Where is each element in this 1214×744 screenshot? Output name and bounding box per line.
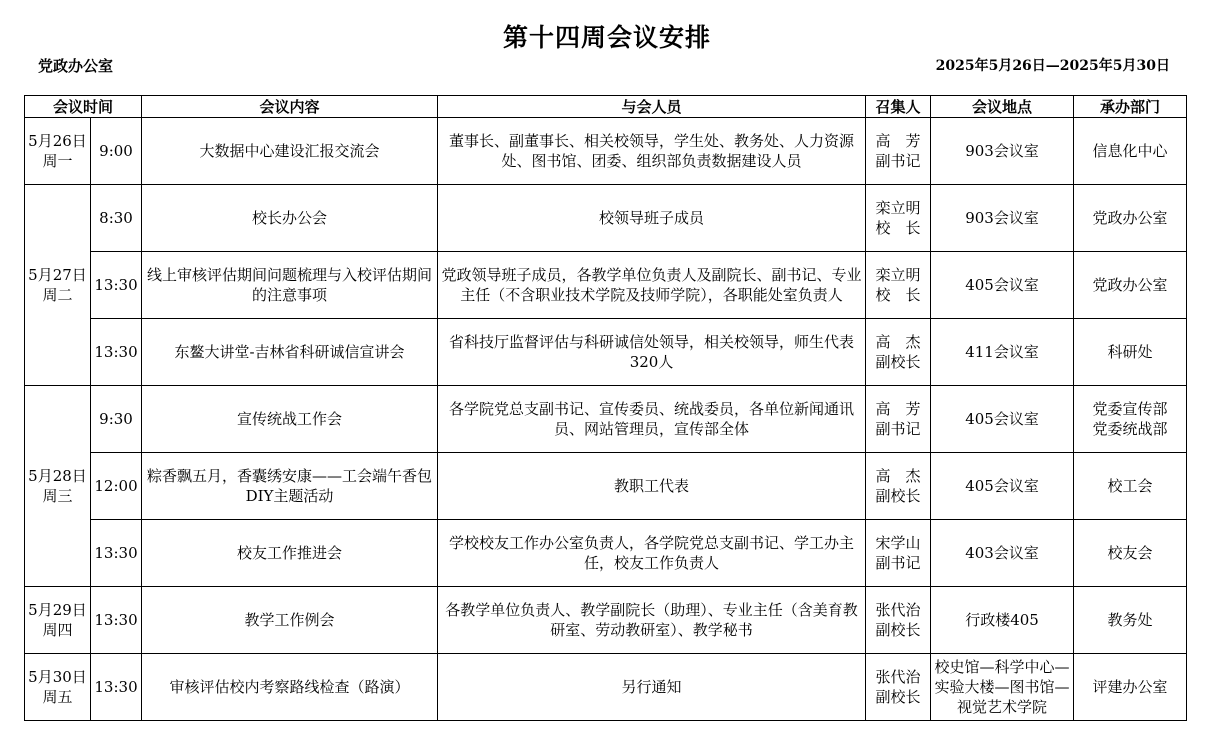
organizer-cell: 党政办公室 bbox=[1074, 185, 1187, 252]
convener-title: 副书记 bbox=[875, 554, 921, 572]
day-cell bbox=[25, 587, 91, 654]
location-cell: 校史馆—科学中心—实验大楼—图书馆—视觉艺术学院 bbox=[931, 654, 1074, 721]
time-cell: 13:30 bbox=[91, 654, 142, 721]
table-row bbox=[25, 118, 1187, 185]
schedule-table bbox=[24, 95, 1187, 721]
time-cell: 9:00 bbox=[91, 118, 142, 185]
convener-name: 高 芳 bbox=[875, 400, 921, 418]
topic-cell: 校长办公会 bbox=[142, 185, 438, 252]
attendees-cell: 董事长、副董事长、相关校领导，学生处、教务处、人力资源处、图书馆、团委、组织部负责数据建设人员 bbox=[438, 118, 866, 185]
convener-title: 副校长 bbox=[875, 487, 921, 505]
convener-title: 校 长 bbox=[875, 219, 921, 237]
convener-cell bbox=[866, 453, 931, 520]
location-cell: 403会议室 bbox=[931, 520, 1074, 587]
convener-title: 副校长 bbox=[875, 688, 921, 706]
time-cell: 12:00 bbox=[91, 453, 142, 520]
convener-name: 张代治 bbox=[875, 601, 921, 619]
convener-name: 高 杰 bbox=[875, 467, 921, 485]
column-header-topic: 会议内容 bbox=[142, 96, 438, 118]
location-cell: 903会议室 bbox=[931, 185, 1074, 252]
convener-cell bbox=[866, 587, 931, 654]
table-row bbox=[25, 319, 1187, 386]
attendees-cell: 省科技厅监督评估与科研诚信处领导，相关校领导，师生代表320人 bbox=[438, 319, 866, 386]
convener-title: 校 长 bbox=[875, 286, 921, 304]
topic-cell: 教学工作例会 bbox=[142, 587, 438, 654]
attendees-cell: 各教学单位负责人、教学副院长（助理）、专业主任（含美育教研室、劳动教研室）、教学秘书 bbox=[438, 587, 866, 654]
organizer-cell: 党政办公室 bbox=[1074, 252, 1187, 319]
table-row bbox=[25, 654, 1187, 721]
time-cell: 13:30 bbox=[91, 587, 142, 654]
organizer-cell: 评建办公室 bbox=[1074, 654, 1187, 721]
convener-name: 栾立明 bbox=[875, 266, 921, 284]
convener-name: 高 杰 bbox=[875, 333, 921, 351]
topic-cell: 宣传统战工作会 bbox=[142, 386, 438, 453]
attendees-cell: 党政领导班子成员，各教学单位负责人及副院长、副书记、专业主任（不含职业技术学院及技师学院），各职能处室负责人 bbox=[438, 252, 866, 319]
attendees-cell: 学校校友工作办公室负责人，各学院党总支副书记、学工办主任，校友工作负责人 bbox=[438, 520, 866, 587]
topic-cell: 审核评估校内考察路线检查（路演） bbox=[142, 654, 438, 721]
day-date: 5月26日 bbox=[28, 132, 87, 150]
convener-cell bbox=[866, 185, 931, 252]
convener-name: 宋学山 bbox=[875, 534, 921, 552]
topic-cell: 东鳌大讲堂-吉林省科研诚信宣讲会 bbox=[142, 319, 438, 386]
column-header-time: 会议时间 bbox=[25, 96, 142, 118]
time-cell: 13:30 bbox=[91, 520, 142, 587]
day-date: 5月29日 bbox=[28, 601, 87, 619]
table-row bbox=[25, 520, 1187, 587]
organizer-cell: 校友会 bbox=[1074, 520, 1187, 587]
location-cell: 411会议室 bbox=[931, 319, 1074, 386]
location-cell: 行政楼405 bbox=[931, 587, 1074, 654]
day-cell bbox=[25, 654, 91, 721]
day-weekday: 周三 bbox=[42, 487, 73, 505]
day-weekday: 周四 bbox=[42, 621, 73, 639]
day-weekday: 周一 bbox=[42, 152, 73, 170]
page-title: 第十四周会议安排 bbox=[502, 23, 711, 52]
attendees-cell: 各学院党总支副书记、宣传委员、统战委员，各单位新闻通讯员、网站管理员，宣传部全体 bbox=[438, 386, 866, 453]
convener-title: 副书记 bbox=[875, 152, 921, 170]
organizer-cell: 信息化中心 bbox=[1074, 118, 1187, 185]
attendees-cell: 校领导班子成员 bbox=[438, 185, 866, 252]
time-cell: 13:30 bbox=[91, 252, 142, 319]
table-row bbox=[25, 386, 1187, 453]
table-row bbox=[25, 185, 1187, 252]
topic-cell: 校友工作推进会 bbox=[142, 520, 438, 587]
convener-name: 栾立明 bbox=[875, 199, 921, 217]
convener-title: 副校长 bbox=[875, 621, 921, 639]
day-date: 5月27日 bbox=[28, 266, 87, 284]
topic-cell: 线上审核评估期间问题梳理与入校评估期间的注意事项 bbox=[142, 252, 438, 319]
convener-title: 副书记 bbox=[875, 420, 921, 438]
attendees-cell: 另行通知 bbox=[438, 654, 866, 721]
column-header-location: 会议地点 bbox=[931, 96, 1074, 118]
convener-cell bbox=[866, 118, 931, 185]
organizer-line: 党委宣传部 bbox=[1092, 400, 1168, 418]
convener-cell bbox=[866, 252, 931, 319]
convener-title: 副校长 bbox=[875, 353, 921, 371]
convener-cell bbox=[866, 654, 931, 721]
day-cell bbox=[25, 118, 91, 185]
convener-cell bbox=[866, 386, 931, 453]
date-range: 2025年5月26日—2025年5月30日 bbox=[935, 58, 1170, 74]
topic-cell: 粽香飘五月，香囊绣安康——工会端午香包DIY主题活动 bbox=[142, 453, 438, 520]
convener-cell bbox=[866, 520, 931, 587]
attendees-cell: 教职工代表 bbox=[438, 453, 866, 520]
convener-name: 张代治 bbox=[875, 668, 921, 686]
table-row bbox=[25, 587, 1187, 654]
convener-cell bbox=[866, 319, 931, 386]
location-cell: 903会议室 bbox=[931, 118, 1074, 185]
convener-name: 高 芳 bbox=[875, 132, 921, 150]
organizer-cell: 校工会 bbox=[1074, 453, 1187, 520]
organizer-line: 党委统战部 bbox=[1092, 420, 1168, 438]
organizer-cell bbox=[1074, 386, 1187, 453]
location-cell: 405会议室 bbox=[931, 252, 1074, 319]
column-header-attendees: 与会人员 bbox=[438, 96, 866, 118]
day-date: 5月28日 bbox=[28, 467, 87, 485]
time-cell: 8:30 bbox=[91, 185, 142, 252]
table-row bbox=[25, 252, 1187, 319]
column-header-convener: 召集人 bbox=[866, 96, 931, 118]
day-weekday: 周二 bbox=[42, 286, 73, 304]
location-cell: 405会议室 bbox=[931, 386, 1074, 453]
day-cell bbox=[25, 386, 91, 587]
organizer-cell: 科研处 bbox=[1074, 319, 1187, 386]
office-name: 党政办公室 bbox=[38, 57, 114, 75]
location-cell: 405会议室 bbox=[931, 453, 1074, 520]
topic-cell: 大数据中心建设汇报交流会 bbox=[142, 118, 438, 185]
day-cell bbox=[25, 185, 91, 386]
time-cell: 13:30 bbox=[91, 319, 142, 386]
day-weekday: 周五 bbox=[42, 688, 73, 706]
day-date: 5月30日 bbox=[28, 668, 87, 686]
time-cell: 9:30 bbox=[91, 386, 142, 453]
table-row bbox=[25, 453, 1187, 520]
organizer-cell: 教务处 bbox=[1074, 587, 1187, 654]
column-header-organizer: 承办部门 bbox=[1074, 96, 1187, 118]
table-header-row bbox=[25, 96, 1187, 118]
